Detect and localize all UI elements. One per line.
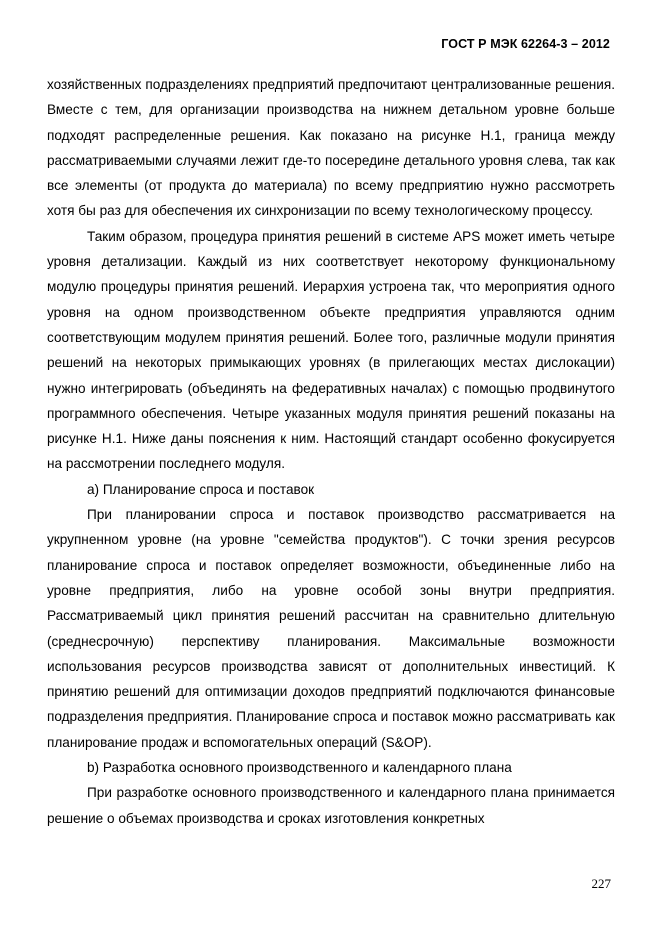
list-item-a-heading: a) Планирование спроса и поставок: [87, 481, 315, 497]
document-header: ГОСТ Р МЭК 62264-3 – 2012: [441, 37, 610, 51]
paragraph-continuation: хозяйственных подразделениях предприятий предпочитают централизованные решения. Вместе с тем, для организации производства на нижнем детальном уровне больше подходят распределенные решения. Как показано на рисунке H.1, граница между рассматриваемыми случаями лежит где-то посередине детального уровня слева, так как все элементы (от продукта до материала) по всему предприятию нужно рассмотреть хотя бы раз для обеспечения их синхронизации по всему технологическому процессу.: [47, 77, 615, 219]
paragraph-master-schedule: При разработке основного производственного и календарного плана принимается решение о объемах производства и сроках изготовления конкретных: [47, 785, 615, 826]
page-number: 227: [591, 876, 611, 891]
page-body: [47, 72, 615, 831]
paragraph-aps-levels: Таким образом, процедура принятия решений в системе APS может иметь четыре уровня детализации. Каждый из них соответствует некоторому функциональному модулю процедуры принятия решений. Иерархия устроена так, что мероприятия одного уровня на одном производственном объекте предприятия управляются одним соответствующим модулем принятия решений. Более того, различные модули принятия решений на некоторых примыкающих уровнях (в прилегающих местах дислокации) нужно интегрировать (объединять на федеративных началах) с помощью продвинутого программного обеспечения. Четыре указанных модуля принятия решений показаны на рисунке H.1. Ниже даны пояснения к ним. Настоящий стандарт особенно фокусируется на рассмотрении последнего модуля.: [47, 228, 615, 472]
list-item-b-heading: b) Разработка основного производственного и календарного плана: [87, 760, 512, 776]
paragraph-demand-supply: При планировании спроса и поставок производство рассматривается на укрупненном уровне (на уровне "семейства продуктов"). С точки зрения ресурсов планирование спроса и поставок определяет возможности, объединенные либо на уровне предприятия, либо на уровне особой зоны внутри предприятия. Рассматриваемый цикл принятия решений рассчитан на сравнительно длительную (среднесрочную) перспективу планирования. Максимальные возможности использования ресурсов производства зависят от дополнительных инвестиций. К принятию решений для оптимизации доходов предприятий подключаются финансовые подразделения предприятия. Планирование спроса и поставок можно рассматривать как планирование продаж и вспомогательных операций (S&OP).: [47, 507, 615, 750]
